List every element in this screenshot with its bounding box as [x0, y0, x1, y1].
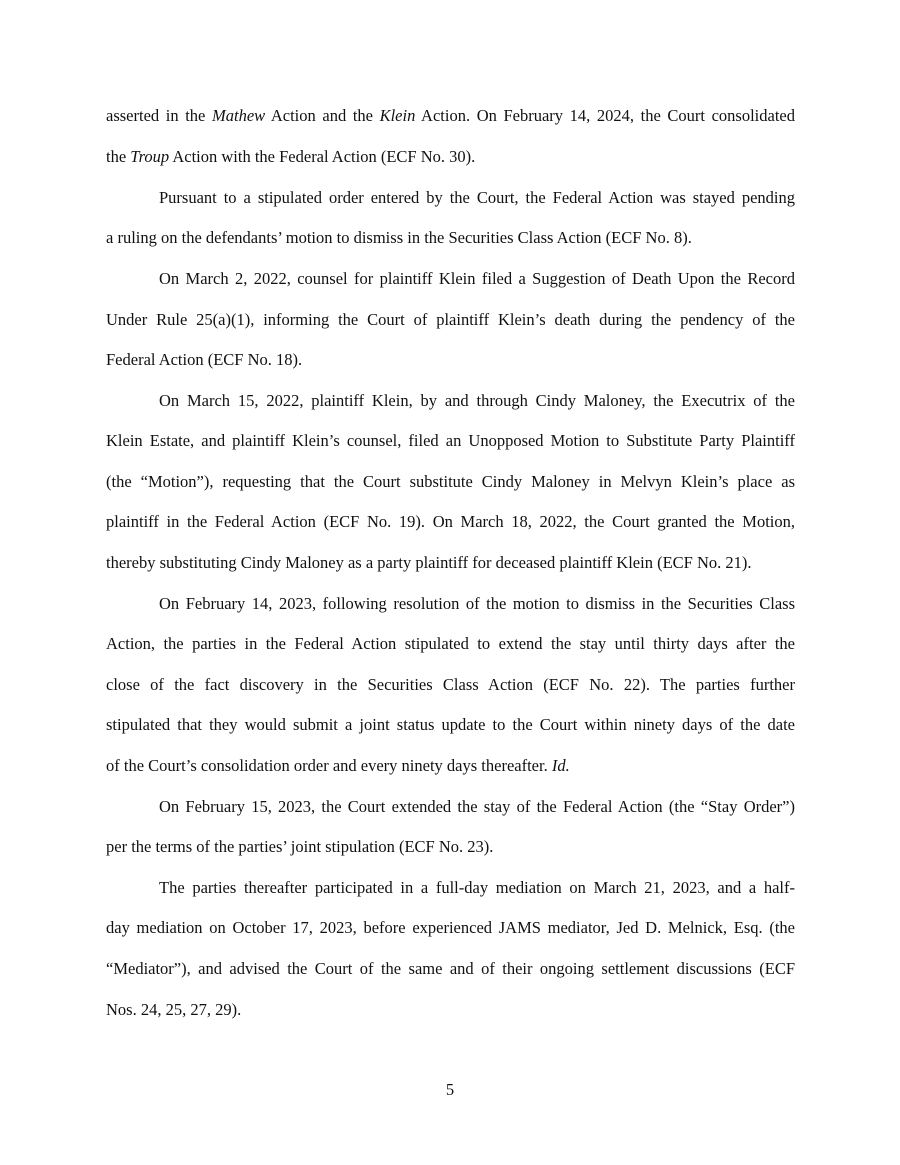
paragraph-3-line-2: Under Rule 25(a)(1), informing the Court of plaintiff Klein’s death during the pendency of the	[106, 310, 795, 329]
text-segment: asserted in the	[106, 106, 212, 125]
text-segment: Action. On February 14, 2024, the Court consolidated	[415, 106, 795, 125]
paragraph-3-line-1: On March 2, 2022, counsel for plaintiff Klein filed a Suggestion of Death Upon the Record	[159, 269, 795, 288]
text-segment: Action and the	[265, 106, 380, 125]
paragraph-5-line-4: stipulated that they would submit a joint status update to the Court within ninety days of the date	[106, 715, 795, 734]
paragraph-2-line-2: a ruling on the defendants’ motion to dismiss in the Securities Class Action (ECF No. 8).	[106, 228, 692, 247]
text-segment: Action with the Federal Action (ECF No. 30).	[169, 147, 476, 166]
paragraph-6-line-2: per the terms of the parties’ joint stipulation (ECF No. 23).	[106, 837, 494, 856]
paragraph-7-line-2: day mediation on October 17, 2023, before experienced JAMS mediator, Jed D. Melnick, Esq. (the	[106, 918, 795, 937]
paragraph-2-line-1: Pursuant to a stipulated order entered by the Court, the Federal Action was stayed pending	[159, 188, 795, 207]
paragraph-6-line-1: On February 15, 2023, the Court extended the stay of the Federal Action (the “Stay Order”)	[159, 797, 795, 816]
paragraph-5-line-1: On February 14, 2023, following resolution of the motion to dismiss in the Securities Class	[159, 594, 795, 613]
paragraph-5-line-2: Action, the parties in the Federal Action stipulated to extend the stay until thirty days after the	[106, 634, 795, 653]
paragraph-7-line-4: Nos. 24, 25, 27, 29).	[106, 1000, 242, 1019]
paragraph-1-line-1	[106, 105, 795, 127]
citation-id: Id.	[551, 756, 570, 775]
paragraph-5-line-5	[106, 755, 795, 777]
page-number: 5	[445, 1080, 455, 1099]
text-segment: the	[106, 147, 131, 166]
paragraph-4-line-1: On March 15, 2022, plaintiff Klein, by and through Cindy Maloney, the Executrix of the	[159, 391, 795, 410]
paragraph-4-line-4: plaintiff in the Federal Action (ECF No. 19). On March 18, 2022, the Court granted the Motion,	[106, 512, 795, 531]
paragraph-7-line-3: “Mediator”), and advised the Court of the same and of their ongoing settlement discussions (ECF	[106, 959, 795, 978]
case-name-troup: Troup	[130, 147, 170, 166]
paragraph-4-line-2: Klein Estate, and plaintiff Klein’s counsel, filed an Unopposed Motion to Substitute Party Plaintiff	[106, 431, 795, 450]
text-segment: of the Court’s consolidation order and every ninety days thereafter.	[106, 756, 552, 775]
case-name-klein: Klein	[379, 106, 416, 125]
case-name-mathew: Mathew	[211, 106, 266, 125]
paragraph-5-line-3: close of the fact discovery in the Securities Class Action (ECF No. 22). The parties further	[106, 675, 795, 694]
paragraph-1-line-2	[106, 146, 795, 168]
paragraph-4-line-3: (the “Motion”), requesting that the Court substitute Cindy Maloney in Melvyn Klein’s place as	[106, 472, 795, 491]
paragraph-7-line-1: The parties thereafter participated in a full-day mediation on March 21, 2023, and a half-	[159, 878, 795, 897]
paragraph-3-line-3: Federal Action (ECF No. 18).	[106, 350, 303, 369]
paragraph-4-line-5: thereby substituting Cindy Maloney as a party plaintiff for deceased plaintiff Klein (ECF No. 21).	[106, 553, 752, 572]
